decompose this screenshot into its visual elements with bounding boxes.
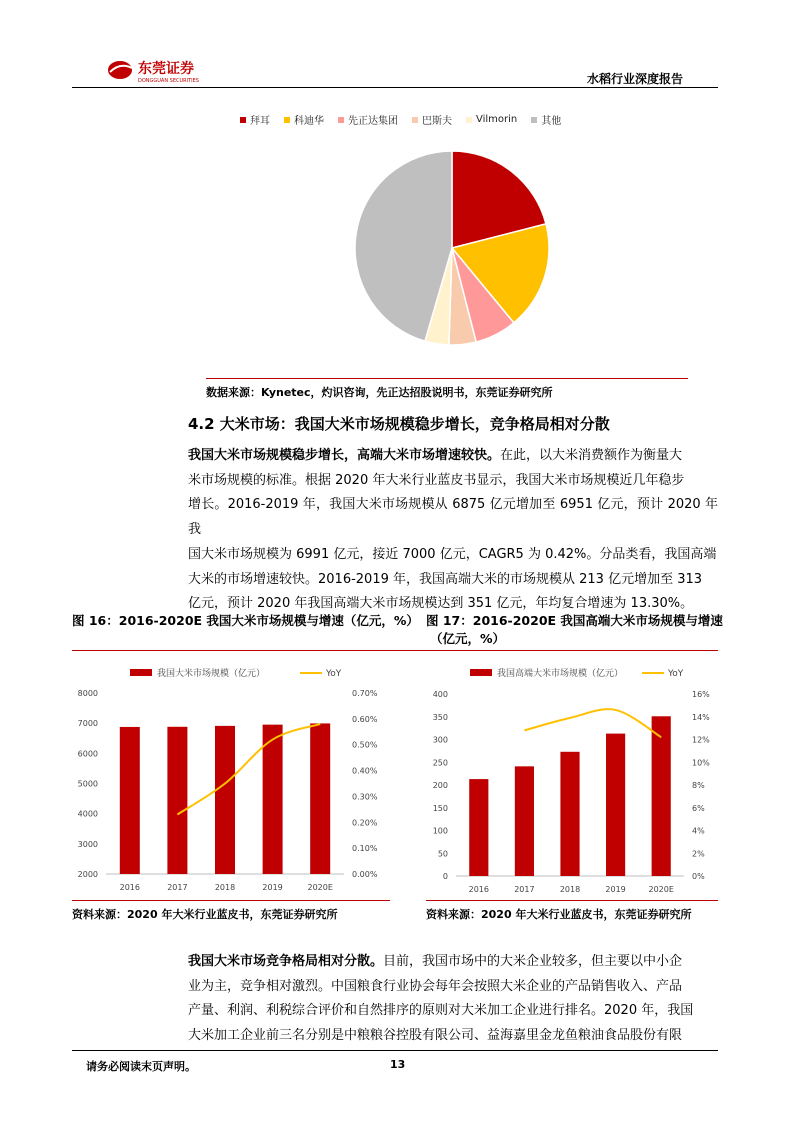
footer-divider [72, 1050, 718, 1051]
company-logo [106, 58, 246, 84]
legend-swatch [284, 117, 290, 123]
legend-label-bar: 我国大米市场规模（亿元） [157, 669, 266, 679]
rice-market-size-chart [72, 660, 390, 896]
y2-tick-label: 0.00% [352, 870, 378, 879]
x-tick-label: 2020E [648, 885, 674, 894]
header-divider [72, 87, 718, 88]
y2-tick-label: 0% [692, 872, 705, 881]
bar [167, 727, 187, 874]
y2-tick-label: 2% [692, 849, 705, 859]
bar [120, 727, 140, 874]
y2-tick-label: 14% [692, 712, 710, 722]
legend-label-line: YoY [326, 669, 342, 679]
y-tick-label: 100 [432, 826, 448, 836]
y-tick-label: 50 [437, 849, 448, 859]
pie-source: 数据来源：Kynetec，灼识咨询，先正达招股说明书，东莞证券研究所 [206, 386, 553, 399]
y-tick-label: 4000 [77, 809, 98, 819]
figure-16-title: 图 16：2016-2020E 我国大米市场规模与增速（亿元，%） [72, 613, 419, 628]
paragraph-competition: 我国大米市场竞争格局相对分散。目前，我国市场中的大米企业较多，但主要以中小企 业为主，竞争相对激烈。中国粮食行业协会每年会按照大米企业的产品销售收入、产品 产量、利润、利税综合评价和自然排序的原则对大米加工企业进行排名。2020 年，我国 大米加工企业前三名分别是中粮粮谷控股有限公司、益海嘉里金龙鱼粮油食品股份有限 [188, 954, 694, 1044]
x-tick-label: 2016 [468, 885, 489, 894]
x-tick-label: 2017 [514, 885, 535, 894]
bar [310, 723, 330, 874]
y2-tick-label: 0.10% [352, 844, 378, 854]
y-tick-label: 200 [432, 781, 448, 790]
bar [263, 725, 283, 874]
legend-label: Vilmorin [476, 114, 518, 125]
legend-swatch [466, 117, 472, 123]
y-tick-label: 400 [432, 690, 448, 699]
y-tick-label: 6000 [77, 749, 98, 759]
disclaimer-note: 请务必阅读末页声明。 [86, 1060, 196, 1073]
x-tick-label: 2017 [167, 883, 188, 892]
y-tick-label: 7000 [77, 719, 98, 729]
paragraph-lead: 我国大米市场规模稳步增长，高端大米市场增速较快。 [188, 448, 501, 463]
y2-tick-label: 16% [692, 690, 710, 699]
legend-label: 拜耳 [250, 116, 270, 127]
section-title: 4.2 大米市场：我国大米市场规模稳步增长，竞争格局相对分散 [188, 415, 610, 433]
y2-tick-label: 0.20% [352, 818, 378, 828]
y-tick-label: 150 [432, 803, 448, 813]
x-tick-label: 2016 [119, 883, 140, 892]
legend-label: 巴斯夫 [422, 116, 452, 127]
pie-legend-item [466, 114, 517, 125]
y-tick-label: 5000 [77, 779, 98, 789]
premium-rice-market-chart [426, 660, 718, 896]
bar [560, 752, 579, 876]
figure-divider [72, 650, 718, 651]
y-tick-label: 3000 [77, 839, 98, 849]
y2-tick-label: 4% [692, 826, 705, 836]
bar [652, 716, 671, 876]
pie-source-divider [206, 378, 688, 379]
figure-16-bottom-divider [72, 900, 390, 901]
y2-tick-label: 0.30% [352, 792, 378, 802]
pie-legend-item [531, 112, 561, 127]
figure-17-source: 资料来源：2020 年大米行业蓝皮书，东莞证券研究所 [426, 908, 692, 921]
x-tick-label: 2019 [605, 885, 626, 894]
y-tick-label: 8000 [77, 689, 98, 698]
figure-17-title: 图 17：2016-2020E 我国高端大米市场规模与增速 （亿元，%） [426, 613, 723, 646]
legend-swatch-bar [130, 669, 152, 676]
page-number: 13 [390, 1058, 406, 1071]
x-tick-label: 2019 [262, 883, 283, 892]
y-tick-label: 0 [442, 872, 448, 881]
y-tick-label: 250 [432, 758, 448, 768]
pie-legend-item [338, 112, 398, 127]
legend-label: 先正达集团 [348, 116, 398, 127]
figure-17-bottom-divider [426, 900, 718, 901]
y2-tick-label: 6% [692, 803, 705, 813]
y2-tick-label: 0.60% [352, 714, 378, 724]
paragraph-market-size: 我国大米市场规模稳步增长，高端大米市场增速较快。在此，以大米消费额作为衡量大 米市场规模的标准。根据 2020 年大米行业蓝皮书显示，我国大米市场规模近几年稳步 增长。2016-2019 年，我国大米市场规模从 6875 亿元增加至 6951 亿元，预计 2020 年我 国大米市场规模为 6991 亿元，接近 7000 亿元，CAGR5 为 0.42%。分品类看，我国高端 大米的市场增速较快。2016-2019 年，我国高端大米的市场规模从 213 亿元增加至 313 亿元，预计 2020 年我国高端大米市场规模达到 351 亿元，年均复合增速为 13.30%。 [188, 448, 718, 612]
y2-tick-label: 12% [692, 735, 710, 745]
legend-label: 其他 [541, 116, 562, 127]
y-tick-label: 350 [432, 712, 448, 722]
x-tick-label: 2018 [214, 883, 236, 892]
y2-tick-label: 8% [692, 781, 705, 790]
y2-tick-label: 0.40% [352, 766, 378, 776]
y-tick-label: 2000 [77, 870, 98, 879]
share-pie-chart [352, 150, 552, 350]
legend-swatch [240, 117, 246, 123]
figure-16-source: 资料来源：2020 年大米行业蓝皮书，东莞证券研究所 [72, 908, 338, 921]
y-tick-label: 300 [432, 735, 448, 745]
legend-label-line: YoY [668, 669, 684, 679]
pie-legend-item [240, 112, 270, 127]
y2-tick-label: 0.70% [352, 689, 378, 698]
pie-legend-item [284, 112, 324, 127]
legend-swatch [412, 117, 418, 123]
legend-swatch-bar [470, 669, 492, 676]
x-tick-label: 2018 [559, 885, 581, 894]
bar [215, 726, 235, 874]
x-tick-label: 2020E [307, 883, 333, 892]
bar [606, 734, 625, 876]
legend-swatch [531, 117, 537, 123]
legend-swatch [338, 117, 344, 123]
yoy-line [524, 709, 661, 737]
report-title: 水稻行业深度报告 [586, 72, 683, 86]
logo-subtext: DONGGUAN SECURITIES [138, 78, 199, 84]
pie-legend [240, 112, 561, 127]
y2-tick-label: 10% [692, 758, 710, 768]
bar [469, 779, 488, 876]
legend-label: 科迪华 [294, 116, 324, 127]
y2-tick-label: 0.50% [352, 740, 378, 750]
paragraph-lead: 我国大米市场竞争格局相对分散。 [188, 954, 384, 969]
pie-legend-item [412, 112, 452, 127]
bar [515, 766, 534, 876]
yoy-line [177, 724, 320, 815]
legend-label-bar: 我国高端大米市场规模（亿元） [497, 669, 624, 679]
logo-text: 东莞证券 [138, 61, 194, 77]
